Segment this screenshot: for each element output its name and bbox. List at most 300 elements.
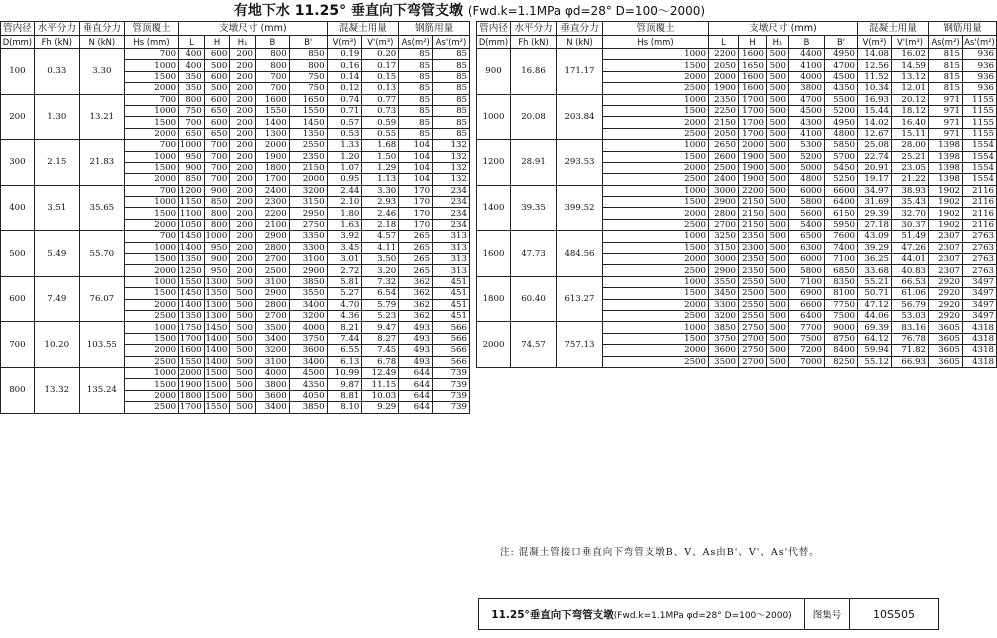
steel-as-prime: 566 <box>433 333 470 344</box>
dim-b: 700 <box>255 71 289 82</box>
dim-b-prime: 3200 <box>289 310 327 321</box>
dim-l: 2000 <box>179 367 205 378</box>
concrete-v-prime: 53.03 <box>892 310 929 321</box>
dim-l: 3850 <box>709 322 739 333</box>
dim-h1: 500 <box>767 83 789 94</box>
support-table-left <box>0 21 470 414</box>
dim-h: 700 <box>204 151 230 162</box>
dim-h1: 200 <box>230 105 256 116</box>
dim-h: 2350 <box>739 231 767 242</box>
concrete-v-prime: 25.21 <box>892 151 929 162</box>
dim-b-prime: 8400 <box>825 345 858 356</box>
table-row <box>1 49 470 60</box>
dim-h: 1500 <box>204 379 230 390</box>
pipe-diameter: 900 <box>477 49 511 95</box>
dim-h: 950 <box>204 265 230 276</box>
dim-h1: 500 <box>767 60 789 71</box>
concrete-v-prime: 2.46 <box>362 208 399 219</box>
header-b: B <box>255 36 289 49</box>
cover-depth: 2000 <box>124 83 178 94</box>
dim-l: 1450 <box>179 288 205 299</box>
concrete-v: 0.19 <box>327 49 362 60</box>
concrete-v: 6.55 <box>327 345 362 356</box>
dim-b: 5000 <box>789 162 825 173</box>
dim-h: 2000 <box>739 140 767 151</box>
dim-h1: 500 <box>230 356 256 367</box>
dim-h: 1600 <box>739 49 767 60</box>
dim-b: 6300 <box>789 242 825 253</box>
cover-depth: 2000 <box>124 265 178 276</box>
dim-b-prime: 6850 <box>825 265 858 276</box>
concrete-v-prime: 71.82 <box>892 345 929 356</box>
dim-b-prime: 5850 <box>825 140 858 151</box>
pipe-diameter: 1000 <box>477 94 511 140</box>
dim-b-prime: 3750 <box>289 333 327 344</box>
cover-depth: 2000 <box>124 299 178 310</box>
dim-b: 2400 <box>255 185 289 196</box>
cover-depth: 1000 <box>603 276 709 287</box>
dim-b-prime: 2000 <box>289 174 327 185</box>
steel-as: 104 <box>399 174 433 185</box>
table-row <box>477 49 997 60</box>
dim-l: 1550 <box>179 276 205 287</box>
dim-h: 1550 <box>204 402 230 413</box>
concrete-v: 55.21 <box>858 276 892 287</box>
dim-b: 3800 <box>789 83 825 94</box>
header-v-prime: V'(m³) <box>362 36 399 49</box>
steel-as-prime: 234 <box>433 208 470 219</box>
dim-l: 2250 <box>709 105 739 116</box>
concrete-v: 1.07 <box>327 162 362 173</box>
dim-b-prime: 3200 <box>289 185 327 196</box>
steel-as: 170 <box>399 197 433 208</box>
dim-h1: 500 <box>767 345 789 356</box>
steel-as-prime: 1155 <box>963 117 997 128</box>
pipe-diameter: 800 <box>1 367 35 413</box>
dim-h1: 200 <box>230 231 256 242</box>
dim-l: 2900 <box>709 197 739 208</box>
steel-as: 85 <box>399 94 433 105</box>
dim-h: 1900 <box>739 162 767 173</box>
dim-h: 1700 <box>739 105 767 116</box>
dim-b-prime: 8350 <box>825 276 858 287</box>
dim-h1: 500 <box>230 322 256 333</box>
dim-b: 6000 <box>789 254 825 265</box>
dim-h: 650 <box>204 128 230 139</box>
concrete-v-prime: 0.59 <box>362 117 399 128</box>
dim-b-prime: 850 <box>289 49 327 60</box>
horizontal-force: 10.20 <box>34 322 79 368</box>
header-hs-unit: Hs (mm) <box>603 36 709 49</box>
dim-b: 5600 <box>789 208 825 219</box>
title-block-name <box>479 599 805 629</box>
steel-as-prime: 936 <box>963 49 997 60</box>
dim-h1: 200 <box>230 49 256 60</box>
concrete-v: 25.08 <box>858 140 892 151</box>
steel-as-prime: 566 <box>433 322 470 333</box>
steel-as-prime: 2116 <box>963 219 997 230</box>
header-fv-unit: N (kN) <box>79 36 124 49</box>
steel-as: 85 <box>399 83 433 94</box>
table-row <box>1 231 470 242</box>
steel-as-prime: 566 <box>433 356 470 367</box>
header-fh-unit: Fh (kN) <box>34 36 79 49</box>
dim-h: 1900 <box>739 174 767 185</box>
steel-as-prime: 739 <box>433 402 470 413</box>
dim-l: 3500 <box>709 356 739 367</box>
dim-l: 1900 <box>709 83 739 94</box>
steel-as-prime: 85 <box>433 71 470 82</box>
concrete-v-prime: 6.78 <box>362 356 399 367</box>
dim-h: 1000 <box>204 231 230 242</box>
dim-l: 1750 <box>179 322 205 333</box>
dim-l: 2400 <box>709 174 739 185</box>
dim-h1: 200 <box>230 151 256 162</box>
dim-h: 1300 <box>204 276 230 287</box>
dim-b-prime: 8250 <box>825 356 858 367</box>
dim-l: 700 <box>179 117 205 128</box>
steel-as: 644 <box>399 379 433 390</box>
dim-b-prime: 4350 <box>289 379 327 390</box>
dim-l: 2050 <box>709 128 739 139</box>
dim-b: 2300 <box>255 197 289 208</box>
steel-as-prime: 566 <box>433 345 470 356</box>
concrete-v-prime: 76.78 <box>892 333 929 344</box>
dim-h1: 200 <box>230 219 256 230</box>
dim-b: 6900 <box>789 288 825 299</box>
steel-as: 170 <box>399 185 433 196</box>
dim-h: 2350 <box>739 254 767 265</box>
dim-h1: 500 <box>767 162 789 173</box>
table-row <box>477 185 997 196</box>
pipe-diameter: 300 <box>1 140 35 186</box>
dim-h: 500 <box>204 60 230 71</box>
dim-b: 5200 <box>789 151 825 162</box>
cover-depth: 1000 <box>603 140 709 151</box>
dim-h: 2550 <box>739 310 767 321</box>
concrete-v: 4.70 <box>327 299 362 310</box>
dim-h1: 500 <box>767 208 789 219</box>
table-row <box>477 231 997 242</box>
vertical-force: 399.52 <box>557 185 603 231</box>
dim-l: 3750 <box>709 333 739 344</box>
steel-as-prime: 2116 <box>963 185 997 196</box>
horizontal-force: 2.15 <box>34 140 79 186</box>
cover-depth: 1500 <box>124 117 178 128</box>
dim-b: 1800 <box>255 162 289 173</box>
header-l: L <box>179 36 205 49</box>
header-b-prime: B' <box>825 36 858 49</box>
dim-b-prime: 8750 <box>825 333 858 344</box>
header-fh: 水平分力 <box>34 22 79 36</box>
cover-depth: 2000 <box>603 117 709 128</box>
concrete-v: 8.81 <box>327 390 362 401</box>
steel-as: 644 <box>399 402 433 413</box>
dim-b: 2700 <box>255 254 289 265</box>
header-v: V(m³) <box>327 36 362 49</box>
steel-as: 1902 <box>929 219 963 230</box>
cover-depth: 2500 <box>603 310 709 321</box>
dim-l: 3300 <box>709 299 739 310</box>
concrete-v-prime: 7.45 <box>362 345 399 356</box>
steel-as-prime: 234 <box>433 185 470 196</box>
dim-l: 2700 <box>709 219 739 230</box>
header-steel: 钢筋用量 <box>399 22 470 36</box>
dim-l: 800 <box>179 94 205 105</box>
dim-b-prime: 7100 <box>825 254 858 265</box>
cover-depth: 1500 <box>124 379 178 390</box>
steel-as-prime: 1155 <box>963 105 997 116</box>
dim-b: 3500 <box>255 322 289 333</box>
steel-as: 971 <box>929 117 963 128</box>
steel-as: 2307 <box>929 254 963 265</box>
dim-h: 2750 <box>739 322 767 333</box>
dim-l: 1450 <box>179 231 205 242</box>
concrete-v-prime: 1.68 <box>362 140 399 151</box>
cover-depth: 2500 <box>603 174 709 185</box>
dim-h: 600 <box>204 49 230 60</box>
steel-as: 1902 <box>929 185 963 196</box>
dim-b-prime: 7600 <box>825 231 858 242</box>
dim-h: 700 <box>204 140 230 151</box>
concrete-v: 9.87 <box>327 379 362 390</box>
dim-h1: 500 <box>767 197 789 208</box>
horizontal-force: 74.57 <box>511 322 557 368</box>
header-l: L <box>709 36 739 49</box>
concrete-v-prime: 12.49 <box>362 367 399 378</box>
pipe-diameter: 1600 <box>477 231 511 277</box>
steel-as: 265 <box>399 242 433 253</box>
dim-h: 2300 <box>739 242 767 253</box>
horizontal-force: 0.33 <box>34 49 79 95</box>
table-body-left <box>1 49 470 414</box>
dim-l: 750 <box>179 105 205 116</box>
concrete-v: 34.97 <box>858 185 892 196</box>
dim-b-prime: 2750 <box>289 219 327 230</box>
vertical-force: 135.24 <box>79 367 124 413</box>
vertical-force: 613.27 <box>557 276 603 322</box>
header-b: B <box>789 36 825 49</box>
concrete-v: 0.14 <box>327 71 362 82</box>
cover-depth: 2000 <box>603 299 709 310</box>
header-fv: 垂直分力 <box>79 22 124 36</box>
cover-depth: 2500 <box>124 402 178 413</box>
dim-b-prime: 4950 <box>825 49 858 60</box>
concrete-v: 59.94 <box>858 345 892 356</box>
steel-as-prime: 313 <box>433 254 470 265</box>
steel-as: 104 <box>399 162 433 173</box>
cover-depth: 1000 <box>603 49 709 60</box>
dim-b-prime: 2150 <box>289 162 327 173</box>
concrete-v-prime: 5.79 <box>362 299 399 310</box>
dim-b: 5800 <box>789 197 825 208</box>
dim-h1: 500 <box>230 310 256 321</box>
dim-l: 1700 <box>179 333 205 344</box>
dim-b: 1550 <box>255 105 289 116</box>
dim-b: 3100 <box>255 276 289 287</box>
cover-depth: 1000 <box>124 367 178 378</box>
dim-l: 2900 <box>709 265 739 276</box>
steel-as-prime: 451 <box>433 276 470 287</box>
dim-b: 4100 <box>789 128 825 139</box>
dim-h1: 200 <box>230 128 256 139</box>
concrete-v: 3.92 <box>327 231 362 242</box>
dim-l: 1200 <box>179 185 205 196</box>
steel-as: 971 <box>929 94 963 105</box>
dim-l: 850 <box>179 174 205 185</box>
dim-h1: 500 <box>230 276 256 287</box>
dim-b: 6000 <box>789 185 825 196</box>
concrete-v: 4.36 <box>327 310 362 321</box>
header-h1: H₁ <box>230 36 256 49</box>
dim-b-prime: 4950 <box>825 117 858 128</box>
title-block-main: 11.25°垂直向下弯管支墩 <box>491 608 614 621</box>
cover-depth: 2000 <box>603 254 709 265</box>
dim-h1: 500 <box>767 219 789 230</box>
cover-depth: 2000 <box>124 128 178 139</box>
dim-h1: 500 <box>767 310 789 321</box>
concrete-v-prime: 0.55 <box>362 128 399 139</box>
steel-as: 362 <box>399 276 433 287</box>
cover-depth: 1000 <box>124 60 178 71</box>
dim-h1: 500 <box>230 288 256 299</box>
dim-l: 1000 <box>179 140 205 151</box>
dim-b-prime: 3850 <box>289 276 327 287</box>
dim-b: 4500 <box>789 105 825 116</box>
pipe-diameter: 100 <box>1 49 35 95</box>
dim-b-prime: 4050 <box>289 390 327 401</box>
cover-depth: 1000 <box>124 242 178 253</box>
dim-l: 3550 <box>709 276 739 287</box>
dim-l: 650 <box>179 128 205 139</box>
steel-as-prime: 1554 <box>963 162 997 173</box>
dim-b: 2900 <box>255 288 289 299</box>
table-row <box>1 140 470 151</box>
dim-l: 400 <box>179 49 205 60</box>
concrete-v: 2.72 <box>327 265 362 276</box>
dim-b-prime: 8100 <box>825 288 858 299</box>
horizontal-force: 13.32 <box>34 367 79 413</box>
concrete-v-prime: 0.13 <box>362 83 399 94</box>
dim-b: 3600 <box>255 390 289 401</box>
concrete-v-prime: 83.16 <box>892 322 929 333</box>
dim-h: 1400 <box>204 345 230 356</box>
steel-as: 1398 <box>929 174 963 185</box>
steel-as-prime: 132 <box>433 140 470 151</box>
table-row <box>1 94 470 105</box>
cover-depth: 1000 <box>603 185 709 196</box>
steel-as: 2920 <box>929 299 963 310</box>
steel-as-prime: 132 <box>433 151 470 162</box>
concrete-v: 7.44 <box>327 333 362 344</box>
dim-b-prime: 6400 <box>825 197 858 208</box>
concrete-v: 0.57 <box>327 117 362 128</box>
cover-depth: 2500 <box>603 219 709 230</box>
dim-b-prime: 5500 <box>825 94 858 105</box>
steel-as-prime: 85 <box>433 94 470 105</box>
pipe-diameter: 600 <box>1 276 35 322</box>
dim-h: 2150 <box>739 197 767 208</box>
concrete-v-prime: 40.83 <box>892 265 929 276</box>
steel-as-prime: 451 <box>433 299 470 310</box>
concrete-v-prime: 9.47 <box>362 322 399 333</box>
concrete-v-prime: 20.12 <box>892 94 929 105</box>
dim-h: 600 <box>204 117 230 128</box>
cover-depth: 1500 <box>124 254 178 265</box>
steel-as: 104 <box>399 151 433 162</box>
table-row <box>477 322 997 333</box>
cover-depth: 2000 <box>124 174 178 185</box>
cover-depth: 1500 <box>603 60 709 71</box>
dim-h: 600 <box>204 94 230 105</box>
dim-h1: 500 <box>230 367 256 378</box>
concrete-v-prime: 13.12 <box>892 71 929 82</box>
steel-as: 170 <box>399 219 433 230</box>
steel-as-prime: 234 <box>433 197 470 208</box>
dim-b: 4000 <box>789 71 825 82</box>
concrete-v: 20.91 <box>858 162 892 173</box>
concrete-v: 0.16 <box>327 60 362 71</box>
concrete-v-prime: 0.77 <box>362 94 399 105</box>
dim-h1: 500 <box>767 265 789 276</box>
page-title <box>0 2 939 20</box>
concrete-v: 64.12 <box>858 333 892 344</box>
cover-depth: 1000 <box>124 197 178 208</box>
header-h1: H₁ <box>767 36 789 49</box>
dim-b-prime: 4500 <box>289 367 327 378</box>
concrete-v-prime: 1.29 <box>362 162 399 173</box>
dim-b-prime: 2350 <box>289 151 327 162</box>
dim-b: 2500 <box>255 265 289 276</box>
horizontal-force: 16.86 <box>511 49 557 95</box>
steel-as-prime: 2763 <box>963 265 997 276</box>
concrete-v: 69.39 <box>858 322 892 333</box>
dim-h: 900 <box>204 185 230 196</box>
pipe-diameter: 700 <box>1 322 35 368</box>
dim-b: 2800 <box>255 242 289 253</box>
dim-b-prime: 2950 <box>289 208 327 219</box>
dim-b-prime: 1350 <box>289 128 327 139</box>
dim-b: 3400 <box>255 333 289 344</box>
cover-depth: 1000 <box>603 231 709 242</box>
steel-as: 493 <box>399 356 433 367</box>
dim-h: 2550 <box>739 299 767 310</box>
steel-as: 493 <box>399 333 433 344</box>
dim-h1: 200 <box>230 197 256 208</box>
dim-b-prime: 4700 <box>825 60 858 71</box>
dim-l: 3000 <box>709 254 739 265</box>
concrete-v: 10.99 <box>327 367 362 378</box>
dim-b: 2700 <box>255 310 289 321</box>
horizontal-force: 7.49 <box>34 276 79 322</box>
concrete-v-prime: 1.13 <box>362 174 399 185</box>
concrete-v-prime: 16.02 <box>892 49 929 60</box>
dim-b: 4100 <box>789 60 825 71</box>
cover-depth: 2500 <box>603 265 709 276</box>
steel-as: 1398 <box>929 151 963 162</box>
header-fh: 水平分力 <box>511 22 557 36</box>
dim-h: 800 <box>204 219 230 230</box>
dim-b: 700 <box>255 83 289 94</box>
table-row <box>477 94 997 105</box>
dim-l: 3200 <box>709 310 739 321</box>
cover-depth: 2000 <box>124 345 178 356</box>
dim-h1: 200 <box>230 162 256 173</box>
dim-h1: 200 <box>230 71 256 82</box>
concrete-v-prime: 51.49 <box>892 231 929 242</box>
vertical-force: 35.65 <box>79 185 124 231</box>
dim-l: 2150 <box>709 117 739 128</box>
